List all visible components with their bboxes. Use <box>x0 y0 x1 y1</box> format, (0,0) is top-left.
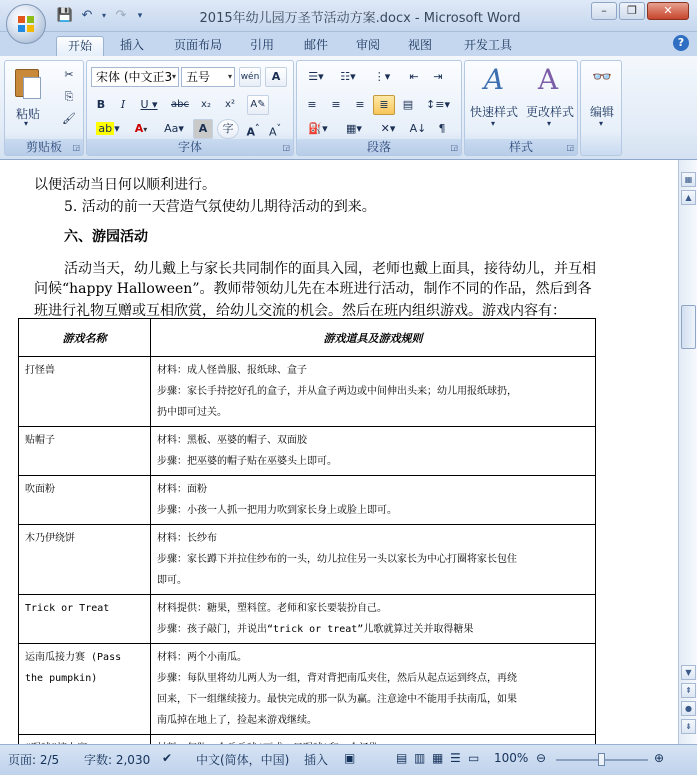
game-rules <box>151 525 596 595</box>
game-rules <box>151 476 596 525</box>
strikethrough-icon[interactable]: abc <box>171 99 189 110</box>
full-screen-reading-icon[interactable]: ▥ <box>414 751 426 765</box>
quick-access-toolbar <box>56 6 146 26</box>
document-page[interactable] <box>0 160 678 744</box>
tab-page-layout[interactable]: 页面布局 <box>173 38 222 52</box>
clipboard-group <box>4 60 84 156</box>
table-row <box>19 644 596 735</box>
tab-developer[interactable]: 开发工具 <box>463 38 512 52</box>
align-center-icon[interactable]: ≡ <box>331 98 341 111</box>
zoom-out-icon[interactable]: ⊖ <box>536 751 547 765</box>
rule-line: 材料：成人怪兽服、报纸球、盒子 <box>157 365 307 376</box>
save-icon[interactable]: 💾 <box>56 8 74 23</box>
shading-icon[interactable]: ⛽▾ <box>308 122 328 135</box>
chevron-down-icon[interactable]: ▾ <box>490 119 495 128</box>
ribbon <box>0 56 697 160</box>
paragraph-group-label: 段落 <box>297 139 461 155</box>
rule-line: 南瓜掉在地上了，捡起来游戏继续。 <box>157 715 317 726</box>
show-marks-icon[interactable]: ¶ <box>438 122 446 135</box>
enclose-characters-icon[interactable]: 字 <box>217 119 239 139</box>
undo-dropdown-icon[interactable]: ▾ <box>101 11 106 20</box>
styles-group <box>464 60 578 156</box>
rule-line: 材料：黑板、巫婆的帽子、双面胶 <box>157 435 307 446</box>
grow-font-icon[interactable]: A˄ <box>246 123 260 139</box>
highlight-color-icon[interactable]: ab ▾ <box>98 122 120 135</box>
paste-dropdown-icon[interactable]: ▾ <box>23 119 28 128</box>
editing-group <box>580 60 622 156</box>
table-header: 游戏名称 <box>19 319 151 357</box>
scroll-up-icon[interactable]: ▲ <box>681 190 696 205</box>
browse-object-icon[interactable]: ● <box>681 701 696 716</box>
font-color-icon[interactable]: A▾ <box>134 122 148 135</box>
styles-group-label: 样式 <box>465 139 577 155</box>
increase-indent-icon[interactable]: ⇥ <box>433 70 443 83</box>
office-button[interactable] <box>6 4 46 44</box>
game-rules <box>151 357 596 427</box>
draft-view-icon[interactable]: ▭ <box>468 751 480 765</box>
zoom-in-icon[interactable]: ⊕ <box>654 751 665 765</box>
underline-icon[interactable]: U ▾ <box>140 98 158 111</box>
chevron-down-icon: ▾ <box>227 72 232 81</box>
chevron-down-icon[interactable]: ▾ <box>546 119 551 128</box>
clear-formatting-icon[interactable]: A✎ <box>247 95 269 115</box>
page-indicator[interactable]: 页面: 2/5 <box>8 753 60 767</box>
game-name: Trick or Treat <box>19 595 151 644</box>
macro-record-icon[interactable]: ▣ <box>344 751 356 765</box>
doc-line-2: 5. 活动的前一天营造气氛使幼儿期待活动的到来。 <box>64 199 376 215</box>
undo-icon[interactable]: ↶ <box>81 8 93 23</box>
paste-icon[interactable] <box>13 65 43 99</box>
table-header: 游戏道具及游戏规则 <box>151 319 596 357</box>
rule-line: 扔中即可过关。 <box>157 407 227 418</box>
language-indicator[interactable]: 中文(简体，中国) <box>196 753 290 767</box>
align-left-icon[interactable]: ≡ <box>307 98 317 111</box>
office-logo-icon <box>17 15 35 33</box>
font-group <box>86 60 294 156</box>
proofing-icon[interactable]: ✔ <box>162 751 173 765</box>
paragraph-launcher-icon[interactable]: ◲ <box>450 143 458 152</box>
outline-view-icon[interactable]: ☰ <box>450 751 461 765</box>
table-row <box>19 525 596 595</box>
format-painter-icon[interactable]: 🖌 <box>62 112 76 125</box>
line-spacing-icon[interactable]: ↕≡▾ <box>426 98 450 111</box>
change-styles-icon[interactable]: A <box>537 63 559 96</box>
scroll-down-icon[interactable]: ▼ <box>681 665 696 680</box>
game-name: 吹面粉 <box>19 476 151 525</box>
scroll-thumb[interactable] <box>681 305 696 349</box>
change-styles-label[interactable]: 更改样式 <box>525 105 574 119</box>
word-count[interactable]: 字数: 2,030 <box>84 753 151 767</box>
status-bar <box>0 744 697 775</box>
zoom-slider-thumb[interactable] <box>598 753 605 766</box>
close-button[interactable]: ✕ <box>647 2 689 20</box>
align-right-icon[interactable]: ≡ <box>355 98 365 111</box>
borders-icon[interactable]: ▦▾ <box>346 122 362 135</box>
rule-line: 材料：长纱布 <box>157 533 217 544</box>
games-table <box>18 318 596 763</box>
tab-home[interactable]: 开始 <box>56 36 104 56</box>
table-row <box>19 476 596 525</box>
bullets-icon[interactable]: ☰▾ <box>308 70 324 83</box>
tab-review[interactable]: 审阅 <box>355 38 380 52</box>
font-size-value: 五号 <box>186 70 211 84</box>
phonetic-guide-icon[interactable]: wén <box>239 67 261 87</box>
insert-mode[interactable]: 插入 <box>304 753 329 767</box>
font-name-combo[interactable] <box>91 67 179 87</box>
tab-mailings[interactable]: 邮件 <box>303 38 328 52</box>
multilevel-list-icon[interactable]: ⋮▾ <box>373 70 391 83</box>
game-rules <box>151 644 596 735</box>
table-row <box>19 357 596 427</box>
quick-styles-label[interactable]: 快速样式 <box>469 105 518 119</box>
rule-line: 步骤：家长蹲下并拉住纱布的一头，幼儿拉住另一头以家长为中心打圈将家长包住 <box>157 554 517 565</box>
window-title: 2015年幼儿园万圣节活动方案.docx - Microsoft Word <box>199 11 521 26</box>
section-heading: 六、游园活动 <box>64 229 148 245</box>
rule-line: 回来，下一组继续接力。最快完成的那一队为赢。注意途中不能用手扶南瓜，如果 <box>157 694 517 705</box>
character-shading-icon[interactable]: A <box>193 119 213 139</box>
title-bar <box>0 0 697 32</box>
game-rules <box>151 595 596 644</box>
sort-icon[interactable]: A↓ <box>409 122 427 135</box>
binoculars-icon[interactable]: 👓 <box>592 67 612 86</box>
ribbon-tabs <box>0 32 697 56</box>
numbering-icon[interactable]: ☷▾ <box>340 70 356 83</box>
redo-icon[interactable]: ↷ <box>115 8 127 23</box>
restore-button[interactable]: ❐ <box>619 2 645 20</box>
paragraph-group <box>296 60 462 156</box>
font-launcher-icon[interactable]: ◲ <box>282 143 290 152</box>
rule-line: 即可。 <box>157 575 187 586</box>
rule-line: 步骤：每队里将幼儿两人为一组，背对背把南瓜夹住，然后从起点运到终点，再绕 <box>157 673 517 684</box>
game-rules <box>151 427 596 476</box>
ruler-toggle-icon[interactable]: ▦ <box>681 172 696 187</box>
quick-styles-icon[interactable]: A <box>483 63 505 96</box>
rule-line: 步骤：小孩一人抓一把用力吹到家长身上或脸上即可。 <box>157 505 397 516</box>
paragraph-line-1: 活动当天，幼儿戴上与家长共同制作的面具入园，老师也戴上面具，接待幼儿，并互相 <box>64 261 596 277</box>
web-layout-icon[interactable]: ▦ <box>432 751 444 765</box>
zoom-level[interactable]: 100% <box>494 751 529 765</box>
change-case-icon[interactable]: Aa▾ <box>164 122 184 135</box>
customize-qat-icon[interactable]: ▾ <box>137 11 143 21</box>
paragraph-line-2: 问候“happy Halloween”。教师带领幼儿先在本班进行活动，制作不同的作品，然后到各 <box>34 281 592 297</box>
vertical-scrollbar[interactable] <box>678 160 697 744</box>
game-name: 贴帽子 <box>19 427 151 476</box>
chevron-down-icon[interactable]: ▾ <box>598 119 603 128</box>
rule-line: 材料：面粉 <box>157 484 207 495</box>
rule-line: 步骤：家长手持挖好孔的盒子，并从盒子两边或中间伸出头来；幼儿用报纸球扔， <box>157 386 517 397</box>
subscript-icon[interactable]: x₂ <box>201 99 211 110</box>
editing-label[interactable]: 编辑 <box>589 105 614 119</box>
game-name: 运南瓜接力赛 (Pass the pumpkin) <box>19 644 151 735</box>
tab-insert[interactable]: 插入 <box>119 38 144 52</box>
table-row <box>19 595 596 644</box>
help-icon[interactable]: ? <box>673 35 689 51</box>
italic-icon[interactable]: I <box>120 98 126 111</box>
print-layout-icon[interactable]: ▤ <box>396 751 408 765</box>
chinese-layout-icon[interactable]: ✕▾ <box>380 122 396 135</box>
font-size-combo[interactable] <box>181 67 235 87</box>
table-header-row <box>19 319 596 357</box>
paste-label[interactable]: 粘贴 <box>15 107 40 121</box>
cut-icon[interactable]: ✂ <box>64 68 74 81</box>
rule-line: 步骤：把巫婆的帽子贴在巫婆头上即可。 <box>157 456 337 467</box>
rule-line: 材料提供：糖果，塑料筐。老师和家长要装扮自己。 <box>157 603 387 614</box>
character-border-icon[interactable]: A <box>265 67 287 87</box>
copy-icon[interactable]: ⎘ <box>64 90 74 103</box>
justify-icon[interactable]: ≣ <box>373 95 395 115</box>
font-group-label: 字体 <box>87 139 293 155</box>
game-name: 打怪兽 <box>19 357 151 427</box>
chevron-down-icon: ▾ <box>171 72 176 81</box>
clipboard-group-label: 剪贴板 <box>5 139 83 155</box>
clipboard-launcher-icon[interactable]: ◲ <box>72 143 80 152</box>
tab-references[interactable]: 引用 <box>249 38 274 52</box>
rule-line: 材料：两个小南瓜。 <box>157 652 247 663</box>
tab-view[interactable]: 视图 <box>407 38 432 52</box>
font-name-value: 宋体 (中文正3 <box>96 70 173 84</box>
next-page-icon[interactable]: ⇟ <box>681 719 696 734</box>
decrease-indent-icon[interactable]: ⇤ <box>409 70 419 83</box>
distributed-icon[interactable]: ▤ <box>402 98 414 111</box>
rule-line: 步骤：孩子敲门，并说出“trick or treat”儿歌就算过关并取得糖果 <box>157 624 474 635</box>
superscript-icon[interactable]: x² <box>225 99 235 110</box>
table-row <box>19 427 596 476</box>
game-name: 木乃伊绕饼 <box>19 525 151 595</box>
bold-icon[interactable]: B <box>96 98 106 111</box>
styles-launcher-icon[interactable]: ◲ <box>566 143 574 152</box>
paragraph-line-3: 班进行礼物互赠或互相欣赏，给幼儿交流的机会。然后在班内组织游戏。游戏内容有： <box>34 303 566 319</box>
previous-page-icon[interactable]: ⇞ <box>681 683 696 698</box>
shrink-font-icon[interactable]: A˅ <box>268 123 282 139</box>
minimize-button[interactable]: – <box>591 2 617 20</box>
doc-line-1: 以便活动当日何以顺利进行。 <box>34 177 216 193</box>
